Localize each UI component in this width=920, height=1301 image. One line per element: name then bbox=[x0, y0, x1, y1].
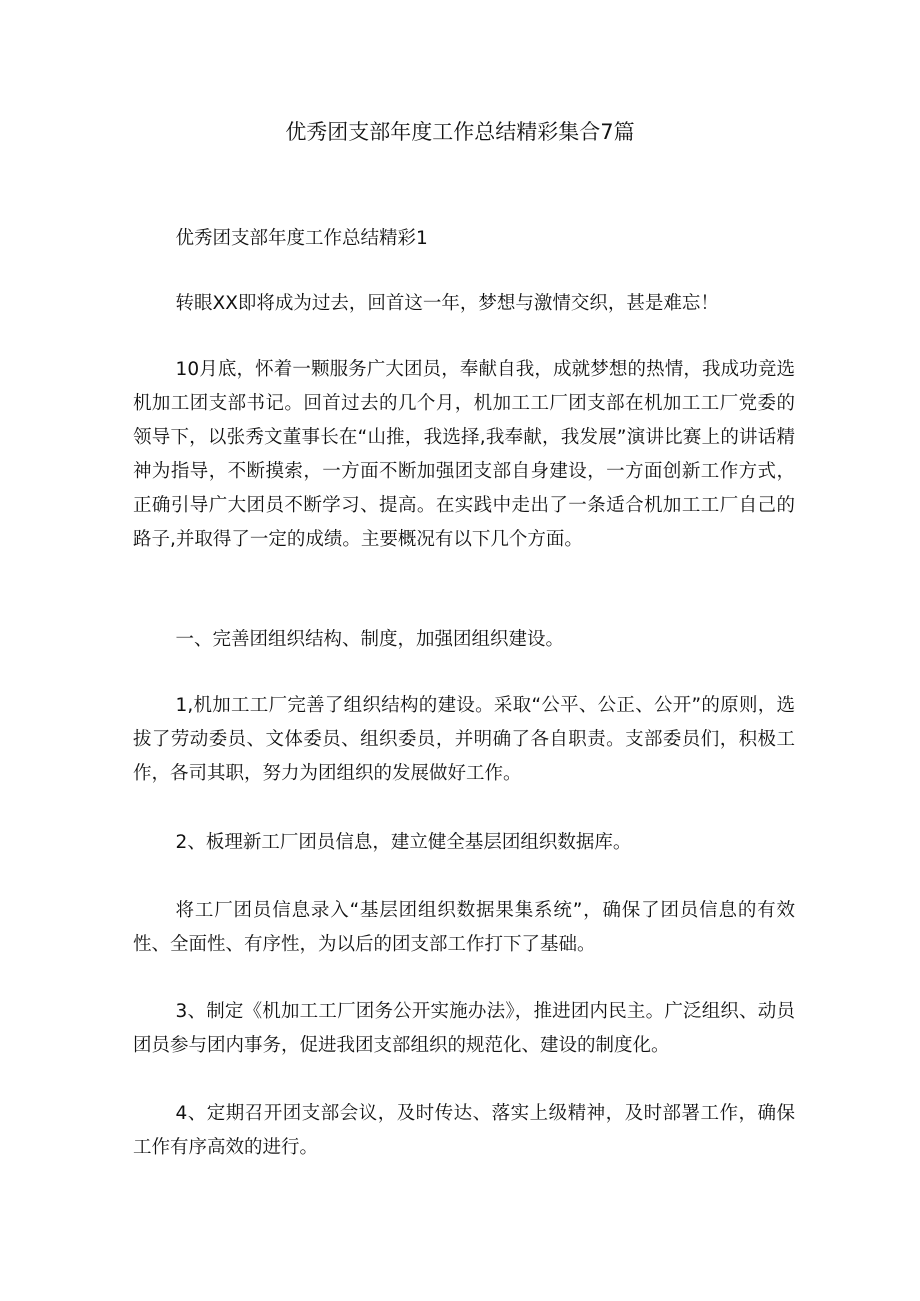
paragraph-8: 4、定期召开团支部会议，及时传达、落实上级精神，及时部署工作，确保工作有序高效的进行。 bbox=[133, 1103, 795, 1158]
document-title: 优秀团支部年度工作总结精彩集合7篇 bbox=[285, 120, 635, 144]
paragraph-6: 将工厂团员信息录入“基层团组织数据果集系统”，确保了团员信息的有效性、全面性、有序性，为以后的团支部工作打下了基础。 bbox=[133, 900, 795, 955]
paragraph-5: 2、板理新工厂团员信息，建立健全基层团组织数据库。 bbox=[175, 832, 632, 853]
section-heading: 优秀团支部年度工作总结精彩1 bbox=[175, 228, 428, 249]
paragraph-7: 3、制定《机加工工厂团务公开实施办法》，推进团内民主。广泛组织、动员团员参与团内事务，促进我团支部组织的规范化、建设的制度化。 bbox=[133, 1001, 795, 1056]
paragraph-4: 1,机加工工厂完善了组织结构的建设。采取“公平、公正、公开”的原则，选拔了劳动委员、文体委员、组织委员，并明确了各自职责。支部委员们，积极工作，各司其职，努力为团组织的发展做好工作。 bbox=[133, 695, 795, 784]
paragraph-1: 转眼XX即将成为过去，回首这一年，梦想与激情交织，甚是难忘！ bbox=[175, 293, 719, 314]
paragraph-3: 一、完善团组织结构、制度，加强团组织建设。 bbox=[175, 629, 565, 650]
paragraph-2: 10月底，怀着一颗服务广大团员，奉献自我，成就梦想的热情，我成功竞选机加工团支部书记。回首过去的几个月，机加工工厂团支部在机加工工厂党委的领导下，以张秀文董事长在“山推，我选择,我奉献，我发展”演讲比赛上的讲话精神为指导，不断摸索，一方面不断加强团支部自身建设，一方面创新工作方式，正确引导广大团员不断学习、提高。在实践中走出了一条适合机加工工厂自己的路子,并取得了一定的成绩。主要概况有以下几个方面。 bbox=[133, 359, 795, 550]
